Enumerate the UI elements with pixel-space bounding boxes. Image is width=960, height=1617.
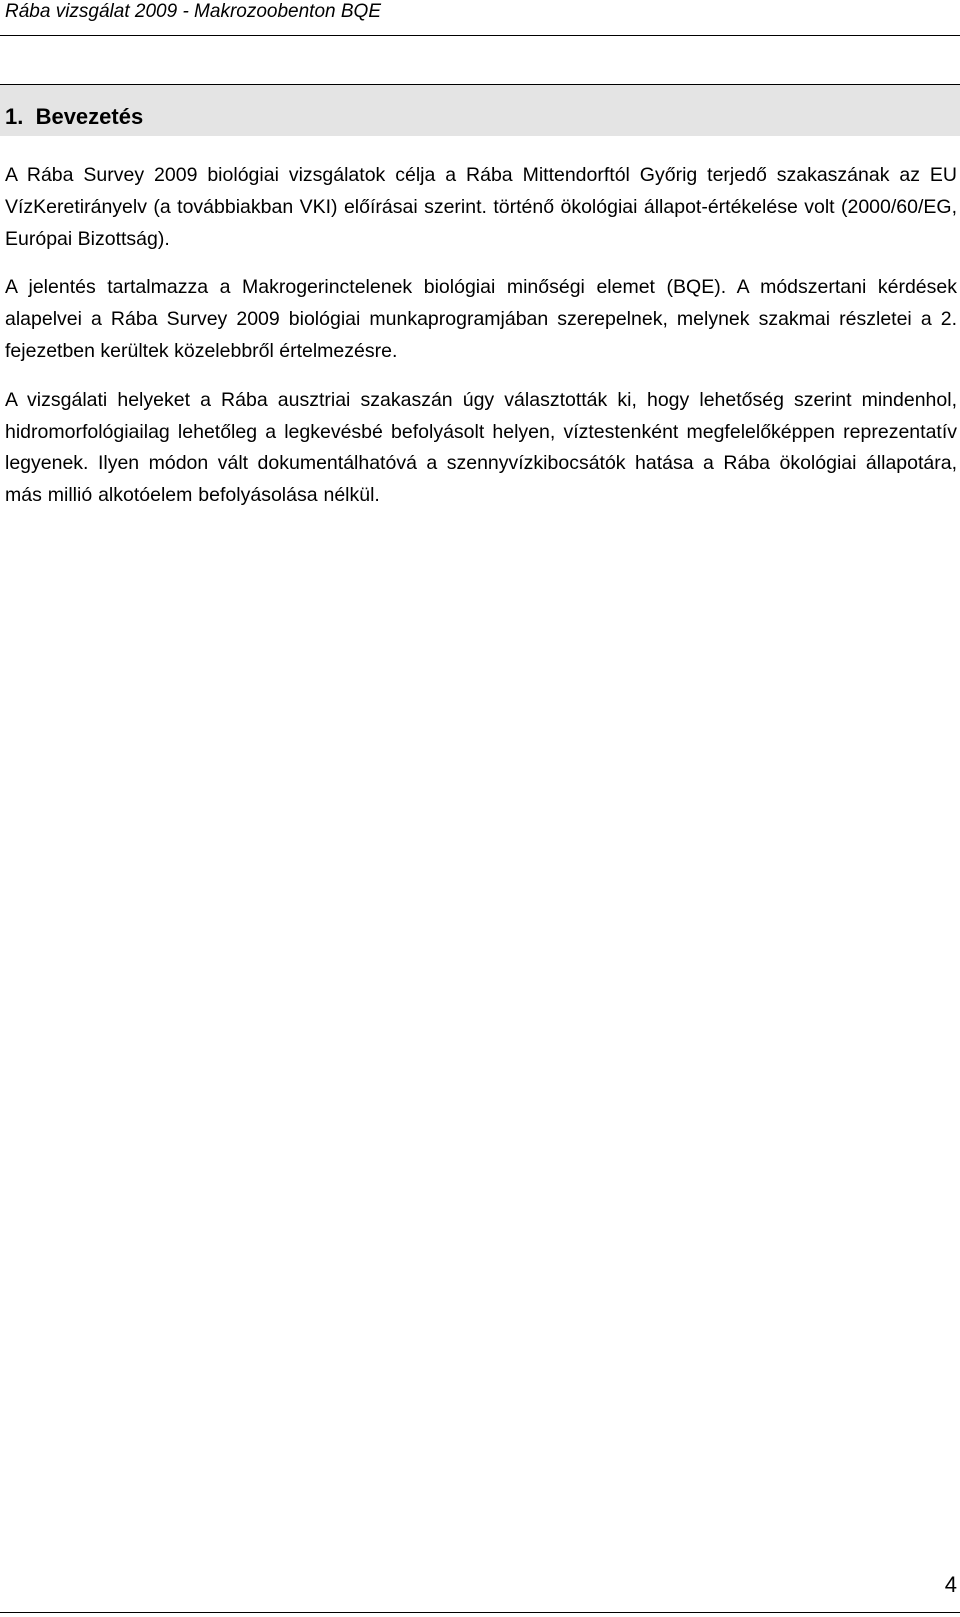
paragraph-1: A Rába Survey 2009 biológiai vizsgálatok célja a Rába Mittendorftól Győrig terjedő szakaszának az EU VízKeretirányelv (a továbbiakban VKI) előírásai szerint. történő ökológiai állapot-értékelése volt (2000/60/EG, Európai Bizottság). — [5, 164, 957, 250]
page-header-title: Rába vizsgálat 2009 - Makrozoobenton BQE — [5, 1, 381, 22]
section-heading: 1. Bevezetés — [5, 104, 144, 129]
paragraph-3: A vizsgálati helyeket a Rába ausztriai szakaszán úgy választották ki, hogy lehetőség szerint mindenhol, hidromorfológiailag lehetőleg a legkevésbé befolyásolt helyen, víztestenként megfelelőképpen reprezentatív legyenek. Ilyen módon vált dokumentálhatóvá a szennyvízkibocsátók hatása a Rába ökológiai állapotára, más millió alkotóelem befolyásolása nélkül. — [5, 388, 957, 507]
section-heading-bar — [0, 84, 960, 136]
body-text — [5, 160, 957, 529]
page-number: 4 — [944, 1572, 957, 1597]
header-divider — [0, 35, 960, 36]
paragraph-2: A jelentés tartalmazza a Makrogerinctelenek biológiai minőségi elemet (BQE). A módszertani kérdések alapelvei a Rába Survey 2009 biológiai munkaprogramjában szerepelnek, melynek szakmai részletei a 2. fejezetben kerültek közelebbről értelmezésre. — [5, 276, 957, 362]
footer-divider — [0, 1612, 960, 1613]
